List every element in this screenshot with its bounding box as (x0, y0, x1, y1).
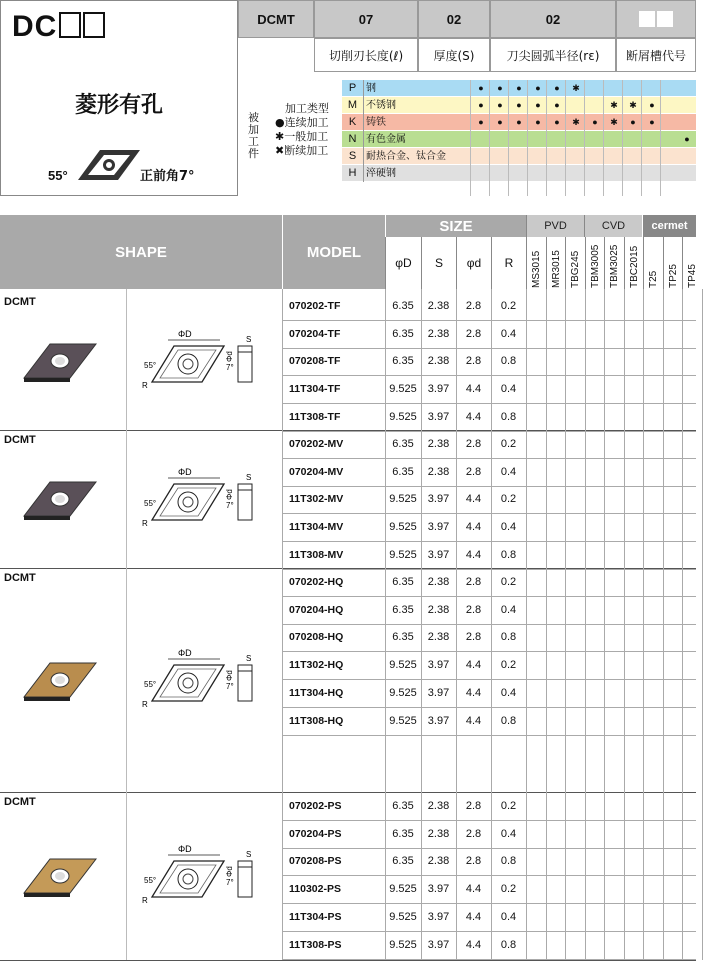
material-row-h (342, 165, 696, 182)
suitability-mark (491, 165, 509, 182)
matrix-grid-line (470, 80, 471, 196)
suitability-mark (624, 148, 642, 165)
model-cell: 11T308-TF (289, 411, 341, 424)
radius-desc: 刀尖圆弧半径(rε) (490, 38, 616, 72)
size-cell: 0.4 (500, 687, 517, 700)
size-cell: 2.38 (427, 855, 450, 868)
svg-text:S: S (246, 473, 252, 482)
size-cell: 0.4 (500, 827, 517, 840)
size-cell: 4.4 (465, 883, 482, 896)
suitability-mark (567, 148, 585, 165)
suitability-mark (643, 165, 661, 182)
insert-drawing (138, 645, 270, 715)
size-cell: 0.8 (500, 631, 517, 644)
model-cell: 11T304-HQ (289, 687, 344, 700)
group-label: DCMT (4, 434, 36, 446)
size-cell: 9.525 (389, 911, 417, 924)
model-header: MODEL (282, 215, 385, 289)
model-cell: 11T304-TF (289, 383, 341, 396)
grade-col-header: TP45 (682, 237, 702, 289)
matrix-grid-line (565, 80, 566, 196)
suitability-mark (586, 148, 604, 165)
suitability-mark: ✱ (572, 83, 580, 93)
size-cell: 9.525 (389, 411, 417, 424)
size-cell: 2.38 (427, 299, 450, 312)
grade-col-header: TP25 (663, 237, 683, 289)
column-divider (585, 289, 586, 960)
size-cell: 4.4 (465, 659, 482, 672)
column-divider (663, 289, 664, 960)
suitability-mark (605, 131, 623, 148)
matrix-grid-line (546, 80, 547, 196)
thickness-desc: 厚度(S) (418, 38, 490, 72)
matrix-grid-line (584, 80, 585, 196)
size-cell: 6.35 (392, 575, 414, 588)
suitability-mark (605, 148, 623, 165)
suitability-mark: ✱ (610, 100, 618, 110)
column-divider (282, 289, 283, 960)
model-cell: 070208-PS (289, 855, 342, 868)
size-cell: 0.2 (500, 659, 517, 672)
size-cell: 9.525 (389, 549, 417, 562)
suitability-mark (624, 131, 642, 148)
column-divider (624, 289, 625, 960)
size-cell: 0.2 (500, 575, 517, 588)
group-label: DCMT (4, 296, 36, 308)
size-cell: 0.4 (500, 603, 517, 616)
suitability-mark: ● (535, 100, 541, 110)
size-cell: 2.38 (427, 799, 450, 812)
suitability-mark (586, 97, 604, 114)
size-cell: 6.35 (392, 355, 414, 368)
size-cell: 0.8 (500, 355, 517, 368)
suitability-mark (491, 148, 509, 165)
material-name: 钢 (366, 83, 376, 94)
size-col-header: R (491, 237, 526, 289)
size-cell: 4.4 (465, 714, 482, 727)
suitability-mark: ● (535, 83, 541, 93)
size-cell: 3.97 (427, 383, 450, 396)
size-cell: 2.8 (465, 575, 482, 588)
svg-text:55°: 55° (144, 680, 157, 689)
size-cell: 3.97 (427, 883, 450, 896)
grade-col-header: T25 (643, 237, 663, 289)
svg-text:ΦD: ΦD (178, 467, 192, 477)
svg-text:ΦD: ΦD (178, 329, 192, 339)
column-divider (491, 289, 492, 960)
size-cell: 0.8 (500, 549, 517, 562)
size-cell: 2.8 (465, 465, 482, 478)
suitability-mark: ● (497, 100, 503, 110)
suitability-mark (548, 148, 566, 165)
suitability-mark: ● (478, 83, 484, 93)
suitability-mark (510, 165, 528, 182)
svg-text:7°: 7° (226, 878, 234, 887)
svg-text:55°: 55° (144, 361, 157, 370)
model-cell: 070202-MV (289, 437, 344, 450)
suitability-mark (586, 80, 604, 97)
grade-col-header: TBM3025 (604, 237, 624, 289)
matrix-grid-line (660, 80, 661, 196)
material-letter: M (342, 97, 364, 114)
material-row-k (342, 114, 696, 131)
insert-photo (20, 853, 100, 899)
suitability-mark: ● (554, 83, 560, 93)
svg-text:Φd: Φd (225, 489, 234, 500)
model-cell: 070204-HQ (289, 603, 344, 616)
column-divider (546, 289, 547, 960)
size-cell: 2.38 (427, 355, 450, 368)
insert-drawing (138, 841, 270, 911)
size-cell: 2.8 (465, 799, 482, 812)
column-divider (702, 289, 703, 960)
suitability-mark (567, 165, 585, 182)
model-cell: 11T308-HQ (289, 714, 344, 727)
material-row-p (342, 80, 696, 97)
svg-text:R: R (142, 381, 148, 390)
column-divider (604, 289, 605, 960)
size-cell: 9.525 (389, 938, 417, 951)
model-cell: 070204-MV (289, 465, 344, 478)
size-cell: 9.525 (389, 687, 417, 700)
material-row-s (342, 148, 696, 165)
suitability-mark: ● (554, 100, 560, 110)
material-letter: H (342, 165, 364, 182)
material-name: 不锈钢 (366, 100, 396, 111)
column-divider (456, 289, 457, 960)
size-cell: 2.8 (465, 327, 482, 340)
suitability-mark: ● (554, 117, 560, 127)
rake-angle-label: 正前角7° (140, 169, 195, 184)
suitability-mark (624, 80, 642, 97)
size-cell: 9.525 (389, 383, 417, 396)
suitability-mark: ● (497, 117, 503, 127)
size-cell: 2.38 (427, 327, 450, 340)
model-cell: 070208-HQ (289, 631, 344, 644)
suitability-mark (586, 165, 604, 182)
insert-type-title: 菱形有孔 (74, 93, 163, 118)
suitability-mark (510, 148, 528, 165)
cvd-header: CVD (584, 215, 642, 237)
suitability-mark: ● (630, 117, 636, 127)
model-cell: 070202-TF (289, 299, 341, 312)
size-cell: 4.4 (465, 411, 482, 424)
model-cell: 070202-HQ (289, 575, 344, 588)
suitability-mark (605, 80, 623, 97)
suitability-mark (567, 131, 585, 148)
suitability-mark (472, 148, 490, 165)
size-cell: 4.4 (465, 911, 482, 924)
model-cell: 11T302-MV (289, 493, 344, 506)
suitability-mark: ● (592, 117, 598, 127)
suitability-mark: ● (478, 117, 484, 127)
model-cell: 11T304-PS (289, 911, 342, 924)
size-cell: 4.4 (465, 383, 482, 396)
size-cell: 6.35 (392, 437, 414, 450)
insert-drawing (138, 464, 270, 534)
matrix-grid-line (508, 80, 509, 196)
insert-photo (20, 338, 100, 384)
thickness-code: 02 (418, 0, 490, 38)
size-cell: 9.525 (389, 659, 417, 672)
suitability-mark (472, 131, 490, 148)
size-cell: 2.8 (465, 299, 482, 312)
size-cell: 0.4 (500, 911, 517, 924)
suitability-mark (643, 148, 661, 165)
suitability-mark: ● (478, 100, 484, 110)
suitability-mark (605, 165, 623, 182)
svg-text:55°: 55° (144, 499, 157, 508)
material-row-m (342, 97, 696, 114)
grade-col-header: TBC2015 (624, 237, 644, 289)
material-letter: K (342, 114, 364, 131)
column-divider (385, 289, 386, 960)
size-cell: 6.35 (392, 827, 414, 840)
suitability-mark (510, 131, 528, 148)
size-cell: 2.38 (427, 575, 450, 588)
size-cell: 3.97 (427, 493, 450, 506)
size-cell: 6.35 (392, 631, 414, 644)
svg-text:7°: 7° (226, 363, 234, 372)
model-cell: 11T308-MV (289, 549, 344, 562)
suitability-mark (529, 165, 547, 182)
svg-text:S: S (246, 850, 252, 859)
size-cell: 9.525 (389, 521, 417, 534)
cermet-header: cermet (642, 215, 696, 237)
material-row-n (342, 131, 696, 148)
grade-col-header: MR3015 (546, 237, 566, 289)
size-cell: 0.4 (500, 383, 517, 396)
model-cell: 070204-TF (289, 327, 341, 340)
suitability-mark (529, 131, 547, 148)
process-legend: 加工类型 ●连续加工 ✱一般加工 ✖断续加工 (275, 102, 329, 157)
shape-header: SHAPE (0, 215, 282, 289)
size-cell: 2.8 (465, 631, 482, 644)
size-cell: 0.8 (500, 714, 517, 727)
column-divider (126, 289, 127, 960)
material-letter: S (342, 148, 364, 165)
svg-text:S: S (246, 654, 252, 663)
column-divider (565, 289, 566, 960)
rhombic-insert-icon (74, 146, 144, 186)
size-cell: 0.2 (500, 437, 517, 450)
insert-photo (20, 476, 100, 522)
size-cell: 4.4 (465, 549, 482, 562)
angle-label: 55° (48, 168, 68, 183)
suitability-mark: ✱ (572, 117, 580, 127)
workpiece-label: 被加工件 (248, 111, 259, 160)
grade-col-header: TBG245 (565, 237, 585, 289)
size-cell: 3.97 (427, 659, 450, 672)
svg-text:Φd: Φd (225, 351, 234, 362)
matrix-grid-line (641, 80, 642, 196)
suitability-mark: ● (516, 117, 522, 127)
svg-text:ΦD: ΦD (178, 648, 192, 658)
size-cell: 3.97 (427, 549, 450, 562)
size-cell: 6.35 (392, 603, 414, 616)
edge-length-desc: 切削刃长度(ℓ) (314, 38, 418, 72)
size-cell: 6.35 (392, 799, 414, 812)
suitability-mark (548, 165, 566, 182)
suitability-mark: ● (649, 100, 655, 110)
column-divider (643, 289, 644, 960)
matrix-grid-line (489, 80, 490, 196)
grade-col-header: TBM3005 (585, 237, 605, 289)
model-cell: 070202-PS (289, 799, 342, 812)
suitability-mark (586, 131, 604, 148)
group-label: DCMT (4, 572, 36, 584)
model-cell: 070208-TF (289, 355, 341, 368)
size-cell: 2.8 (465, 437, 482, 450)
size-cell: 4.4 (465, 687, 482, 700)
group-label: DCMT (4, 796, 36, 808)
size-cell: 6.35 (392, 855, 414, 868)
size-cell: 6.35 (392, 299, 414, 312)
size-cell: 0.4 (500, 465, 517, 478)
insert-drawing (138, 326, 270, 396)
suitability-mark: ● (535, 117, 541, 127)
size-cell: 2.38 (427, 437, 450, 450)
suitability-mark: ● (649, 117, 655, 127)
insert-code-title: DC (12, 10, 105, 44)
matrix-grid-line (527, 80, 528, 196)
model-code-cell: DCMT (238, 0, 314, 38)
svg-text:7°: 7° (226, 501, 234, 510)
material-letter: P (342, 80, 364, 97)
size-cell: 0.2 (500, 493, 517, 506)
size-cell: 2.8 (465, 827, 482, 840)
grade-col-header: MS3015 (526, 237, 546, 289)
size-cell: 2.38 (427, 603, 450, 616)
size-cell: 9.525 (389, 714, 417, 727)
row-divider (282, 735, 696, 736)
suitability-mark (548, 131, 566, 148)
material-name: 淬硬钢 (366, 168, 396, 179)
size-cell: 6.35 (392, 327, 414, 340)
material-name: 铸铁 (366, 117, 386, 128)
suitability-mark: ● (516, 83, 522, 93)
size-cell: 4.4 (465, 938, 482, 951)
column-divider (421, 289, 422, 960)
edge-length-code: 07 (314, 0, 418, 38)
svg-text:ΦD: ΦD (178, 844, 192, 854)
size-cell: 9.525 (389, 883, 417, 896)
insert-photo (20, 657, 100, 703)
column-divider (526, 289, 527, 960)
model-cell: 070204-PS (289, 827, 342, 840)
size-cell: 3.97 (427, 938, 450, 951)
svg-text:7°: 7° (226, 682, 234, 691)
radius-code: 02 (490, 0, 616, 38)
suitability-mark: ✱ (610, 117, 618, 127)
size-cell: 3.97 (427, 411, 450, 424)
size-cell: 0.8 (500, 938, 517, 951)
size-cell: 2.38 (427, 631, 450, 644)
chipbreaker-desc: 断屑槽代号 (616, 38, 696, 72)
size-cell: 2.38 (427, 827, 450, 840)
svg-text:Φd: Φd (225, 866, 234, 877)
suitability-mark: ✱ (629, 100, 637, 110)
matrix-grid-line (603, 80, 604, 196)
suitability-mark: ● (497, 83, 503, 93)
svg-text:Φd: Φd (225, 670, 234, 681)
size-col-header: S (421, 237, 456, 289)
svg-text:R: R (142, 519, 148, 528)
suitability-mark (491, 131, 509, 148)
model-cell: 110302-PS (289, 883, 341, 896)
matrix-grid-line (622, 80, 623, 196)
material-name: 有色金属 (366, 134, 406, 145)
svg-text:R: R (142, 700, 148, 709)
size-cell: 2.38 (427, 465, 450, 478)
suitability-mark (529, 148, 547, 165)
size-cell: 0.4 (500, 327, 517, 340)
size-cell: 4.4 (465, 493, 482, 506)
svg-text:S: S (246, 335, 252, 344)
size-cell: 0.4 (500, 521, 517, 534)
size-cell: 0.2 (500, 883, 517, 896)
material-letter: N (342, 131, 364, 148)
size-cell: 0.8 (500, 411, 517, 424)
size-cell: 4.4 (465, 521, 482, 534)
size-cell: 3.97 (427, 687, 450, 700)
svg-text:55°: 55° (144, 876, 157, 885)
model-cell: 11T302-HQ (289, 659, 344, 672)
size-col-header: φd (456, 237, 491, 289)
model-cell: 11T308-PS (289, 938, 342, 951)
size-cell: 0.2 (500, 299, 517, 312)
model-cell: 11T304-MV (289, 521, 344, 534)
suitability-mark (643, 131, 661, 148)
size-header: SIZE (385, 215, 526, 237)
material-name: 耐热合金、钛合金 (366, 151, 446, 162)
size-cell: 3.97 (427, 521, 450, 534)
size-col-header: φD (385, 237, 421, 289)
size-cell: 3.97 (427, 911, 450, 924)
suitability-mark (472, 165, 490, 182)
size-cell: 9.525 (389, 493, 417, 506)
svg-text:R: R (142, 896, 148, 905)
suitability-mark (643, 80, 661, 97)
size-cell: 2.8 (465, 603, 482, 616)
size-cell: 0.2 (500, 799, 517, 812)
chipbreaker-code-cell (616, 0, 696, 38)
size-cell: 6.35 (392, 465, 414, 478)
suitability-mark (567, 97, 585, 114)
size-cell: 3.97 (427, 714, 450, 727)
pvd-header: PVD (526, 215, 584, 237)
suitability-mark (624, 165, 642, 182)
size-cell: 2.8 (465, 355, 482, 368)
size-cell: 0.8 (500, 855, 517, 868)
suitability-mark: ● (516, 100, 522, 110)
suitability-mark: ● (684, 134, 690, 144)
size-cell: 2.8 (465, 855, 482, 868)
column-divider (682, 289, 683, 960)
